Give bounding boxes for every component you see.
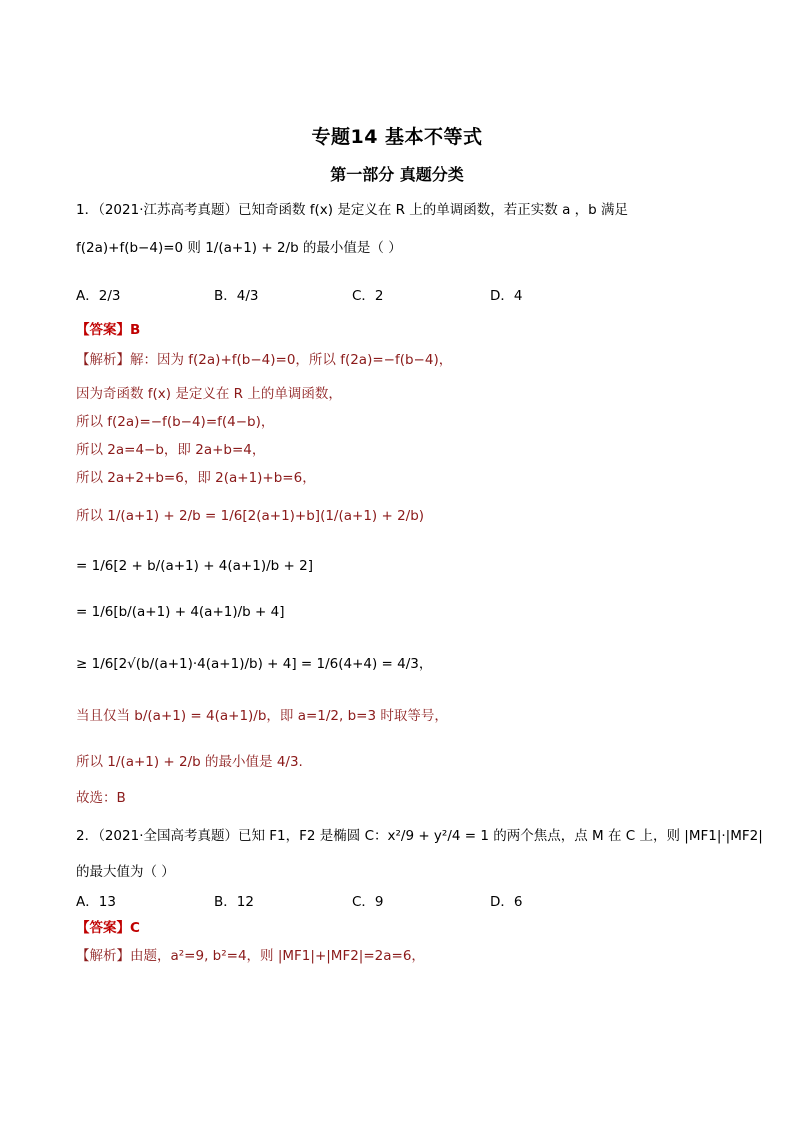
- q1-option-d: D．4: [490, 288, 523, 304]
- q1-answer: 【答案】B: [76, 322, 141, 338]
- q1-option-c: C．2: [352, 288, 384, 304]
- q1-analysis-line-1: 【解析】解：因为 f(2a)+f(b−4)=0，所以 f(2a)=−f(b−4)，: [76, 352, 453, 368]
- q1-analysis-line-5: 所以 2a+2+b=6，即 2(a+1)+b=6，: [76, 470, 316, 486]
- q2-option-a: A．13: [76, 894, 116, 910]
- q1-analysis-line-3: 所以 f(2a)=−f(b−4)=f(4−b)，: [76, 414, 275, 430]
- q1-analysis-line-10: 当且仅当 b/(a+1) = 4(a+1)/b，即 a=1/2, b=3 时取等号，: [76, 708, 448, 724]
- q1-analysis-line-7: = 1/6[2 + b/(a+1) + 4(a+1)/b + 2]: [76, 558, 313, 574]
- q1-analysis-line-11: 所以 1/(a+1) + 2/b 的最小值是 4/3.: [76, 754, 303, 770]
- q1-analysis-line-9: ≥ 1/6[2√(b/(a+1)·4(a+1)/b) + 4] = 1/6(4+4) = 4/3，: [76, 656, 433, 672]
- q2-answer: 【答案】C: [76, 920, 140, 936]
- section-subtitle: 第一部分 真题分类: [330, 165, 464, 184]
- q1-stem-line2: f(2a)+f(b−4)=0 则 1/(a+1) + 2/b 的最小值是（ ）: [76, 240, 402, 256]
- q1-analysis-line-12: 故选：B: [76, 790, 126, 806]
- q2-option-b: B．12: [214, 894, 254, 910]
- q1-option-b: B．4/3: [214, 288, 259, 304]
- q1-analysis-line-2: 因为奇函数 f(x) 是定义在 R 上的单调函数，: [76, 386, 342, 402]
- q1-analysis-line-8: = 1/6[b/(a+1) + 4(a+1)/b + 4]: [76, 604, 285, 620]
- q1-analysis-line-6: 所以 1/(a+1) + 2/b = 1/6[2(a+1)+b](1/(a+1) + 2/b): [76, 508, 425, 524]
- q1-analysis-line-4: 所以 2a=4−b，即 2a+b=4，: [76, 442, 266, 458]
- q1-option-a: A．2/3: [76, 288, 121, 304]
- q2-analysis-line-1: 【解析】由题，a²=9, b²=4，则 |MF1|+|MF2|=2a=6，: [76, 948, 425, 964]
- page-title: 专题14 基本不等式: [311, 126, 483, 148]
- q2-stem-line2: 的最大值为（ ）: [76, 864, 175, 880]
- q1-stem-line1: 1．（2021·江苏高考真题）已知奇函数 f(x) 是定义在 R 上的单调函数，若正实数 a ，b 满足: [76, 202, 629, 218]
- q2-stem-line1: 2．（2021·全国高考真题）已知 F1，F2 是椭圆 C：x²/9 + y²/4 = 1 的两个焦点，点 M 在 C 上，则 |MF1|·|MF2|: [76, 828, 763, 844]
- q2-option-c: C．9: [352, 894, 384, 910]
- q2-option-d: D．6: [490, 894, 523, 910]
